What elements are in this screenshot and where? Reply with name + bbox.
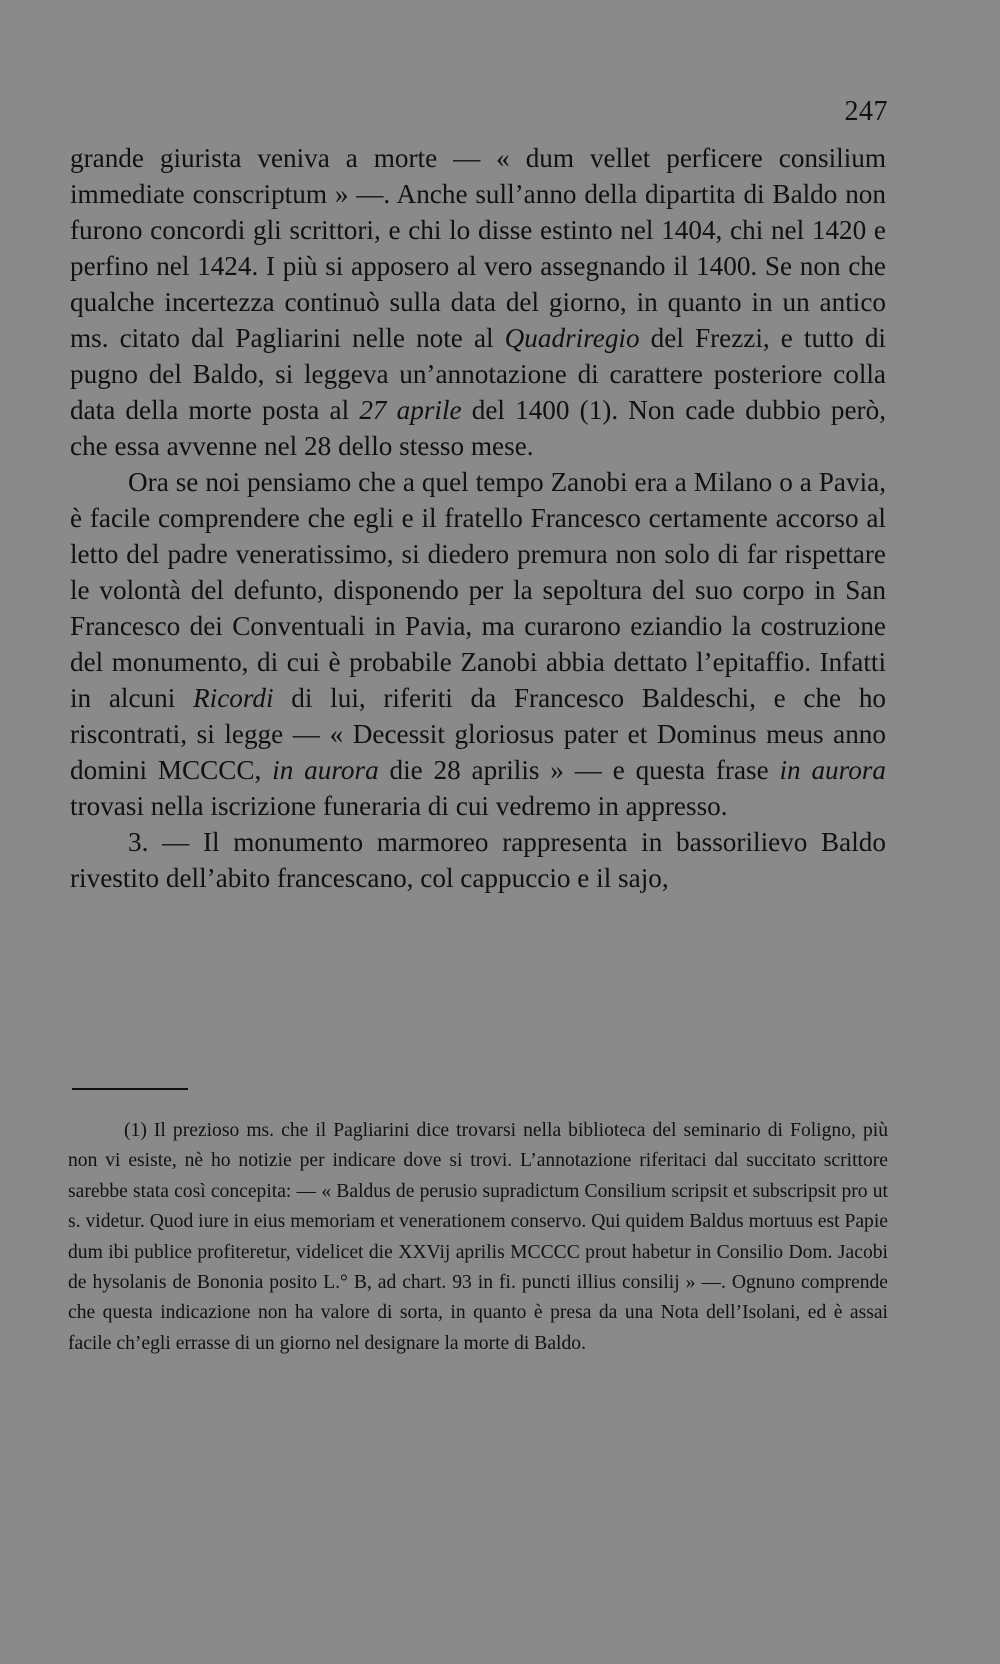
paragraph-2-italic-aurora-1: in aurora: [272, 755, 379, 785]
paragraph-2-text-d: trovasi nella iscrizione funeraria di cui vedremo in appresso.: [70, 791, 728, 821]
paragraph-1-italic-title: Quadriregio: [504, 323, 640, 353]
paragraph-1-text-c: del 1400 (1). Non cade dubbio però, che essa avvenne nel 28 dello stesso mese.: [70, 395, 886, 461]
page-number: 247: [844, 96, 888, 127]
footnote: (1) Il prezioso ms. che il Pagliarini dice trovarsi nella biblioteca del seminario di Foligno, più non vi esiste, nè ho notizie per indicare dove si trovi. L’annotazione riferitaci dal succitato scrittore sarebbe stata così concepita: — « Baldus de perusio supradictum Consilium scripsit et subscripsit pro ut s. videtur. Quod iure in eius memoriam et venerationem conservo. Qui quidem Baldus mortuus est Papie dum ibi publice profiteretur, videlicet die XXVij aprilis MCCCC prout habetur in Consilio Dom. Jacobi de hysolanis de Bononia posito L.° B, ad chart. 93 in fi. puncti illius consilij » —. Ognuno comprende che questa indicazione non ha valore di sorta, in quanto è presa da una Nota dell’Isolani, ed è assai facile ch’egli errasse di un giorno nel designare la morte di Baldo.: [68, 1120, 888, 1354]
paragraph-3: [70, 824, 886, 896]
paragraph-2: [70, 464, 886, 824]
paragraph-1: [70, 140, 886, 464]
paragraph-1-text-a: grande giurista veniva a morte — « dum vellet perficere consilium immediate conscriptum » —. Anche sull’anno della dipartita di Baldo non furono concordi gli scrittori, e chi lo disse estinto nel 1404, chi nel 1420 e perfino nel 1424. I più si apposero al vero assegnando il 1400. Se non che qualche incertezza continuò sulla data del giorno, in quanto in un antico ms. citato dal Pagliarini nelle note al: [70, 143, 886, 353]
paragraph-1-italic-date: 27 aprile: [359, 395, 462, 425]
paragraph-2-text-c: die 28 aprilis » — e questa frase: [378, 755, 780, 785]
paragraph-2-text-a: Ora se noi pensiamo che a quel tempo Zanobi era a Milano o a Pavia, è facile comprendere che egli e il fratello Francesco certamente accorso al letto del padre veneratissimo, si diedero premura non solo di far rispettare le volontà del defunto, disponendo per la sepoltura del suo corpo in San Francesco dei Conventuali in Pavia, ma curarono eziandio la costruzione del monumento, di cui è probabile Zanobi abbia dettato l’epitaffio. Infatti in alcuni: [70, 467, 886, 713]
paragraph-2-italic-ricordi: Ricordi: [193, 683, 274, 713]
footnote-divider: [72, 1088, 188, 1090]
paragraph-3-text: 3. — Il monumento marmoreo rappresenta in bassorilievo Baldo rivestito dell’abito francescano, col cappuccio e il sajo,: [70, 827, 886, 893]
paragraph-1-text-b: del Frezzi, e tutto di pugno del Baldo, si leggeva un’annotazione di carattere posteriore colla data della morte posta al: [70, 323, 886, 425]
main-text: [70, 140, 886, 896]
paragraph-2-italic-aurora-2: in aurora: [779, 755, 886, 785]
paragraph-2-text-b: di lui, riferiti da Francesco Baldeschi, e che ho riscontrati, si legge — « Decessit gloriosus pater et Dominus meus anno domini MCCCC,: [70, 683, 887, 785]
